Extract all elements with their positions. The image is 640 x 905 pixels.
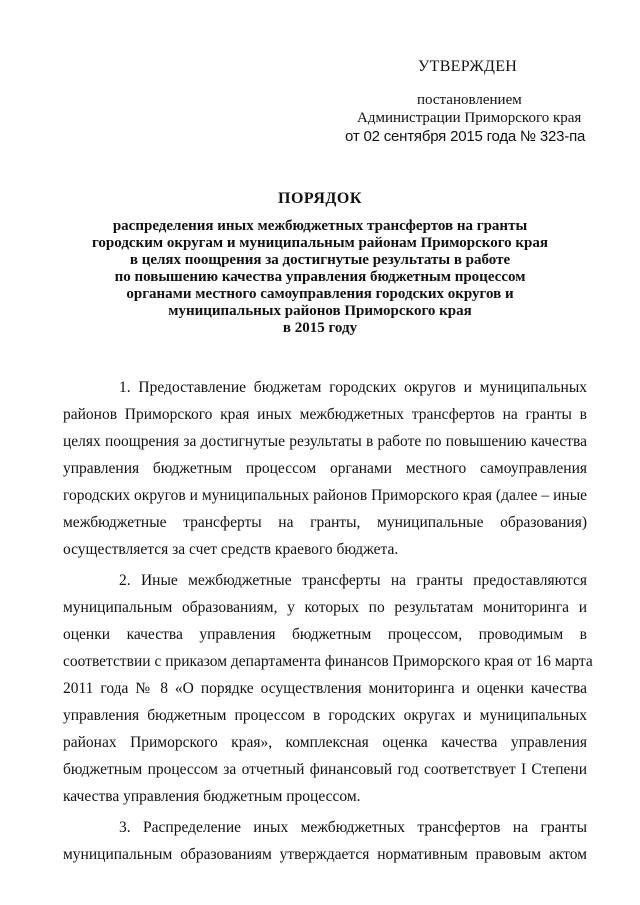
approval-line-administration: Администрации Приморского края xyxy=(357,110,582,126)
approval-line-date-number: от 02 сентября 2015 года № 323-па xyxy=(345,128,586,145)
paragraph-line: 1. Предоставление бюджетам городских округов и муниципальных xyxy=(119,379,587,396)
subtitle-line: муниципальных районов Приморского края xyxy=(168,303,472,319)
paragraph-line: соответствии с приказом департамента финансов Приморского края от 16 марта xyxy=(63,653,593,670)
approval-line-resolution: постановлением xyxy=(417,92,522,108)
paragraph-line: районов Приморского края иных межбюджетных трансфертов на гранты в xyxy=(63,406,587,423)
paragraph-line: управления бюджетным процессом в городских округах и муниципальных xyxy=(63,707,587,724)
paragraph-line: 2011 года № 8 «О порядке осуществления мониторинга и оценки качества xyxy=(63,680,587,697)
subtitle-line: по повышению качества управления бюджетным процессом xyxy=(114,269,526,285)
paragraph-line: качества управления бюджетным процессом. xyxy=(63,788,361,805)
approval-title: УТВЕРЖДЕН xyxy=(418,58,518,75)
paragraph-line: городских округов и муниципальных районов Приморского края (далее – иные xyxy=(63,487,587,504)
subtitle-line: распределения иных межбюджетных трансфертов на гранты xyxy=(112,218,528,234)
document-subtitle xyxy=(0,218,640,337)
paragraph-3 xyxy=(63,814,587,868)
paragraph-line: осуществляется за счет средств краевого бюджета. xyxy=(63,541,399,558)
paragraph-line: районах Приморского края», комплексная оценка качества управления xyxy=(63,734,587,751)
paragraph-line: 2. Иные межбюджетные трансферты на гранты предоставляются xyxy=(119,572,587,589)
paragraph-line: 3. Распределение иных межбюджетных трансфертов на гранты xyxy=(119,819,587,836)
paragraph-line: оценки качества управления бюджетным процессом, проводимым в xyxy=(63,626,587,643)
document-heading xyxy=(0,190,640,337)
paragraph-2 xyxy=(63,567,593,810)
subtitle-line: в целях поощрения за достигнутые результаты в работе xyxy=(129,252,511,268)
subtitle-line: органами местного самоуправления городских округов и xyxy=(126,286,514,302)
document-body xyxy=(63,374,593,872)
paragraph-line: муниципальным образованиям утверждается нормативным правовым актом xyxy=(63,846,587,863)
approval-stamp xyxy=(0,0,640,170)
paragraph-1 xyxy=(63,374,587,563)
subtitle-line: в 2015 году xyxy=(282,320,358,336)
paragraph-line: бюджетным процессом за отчетный финансовый год соответствует I Степени xyxy=(63,761,587,778)
paragraph-line: управления бюджетным процессом органами местного самоуправления xyxy=(63,460,587,477)
document-title: ПОРЯДОК xyxy=(278,190,362,207)
paragraph-line: целях поощрения за достигнутые результаты в работе по повышению качества xyxy=(63,433,587,450)
paragraph-line: муниципальным образованиям, у которых по результатам мониторинга и xyxy=(63,599,587,616)
paragraph-line: межбюджетные трансферты на гранты, муниципальные образования) xyxy=(63,514,587,531)
subtitle-line: городским округам и муниципальным районам Приморского края xyxy=(91,235,549,251)
